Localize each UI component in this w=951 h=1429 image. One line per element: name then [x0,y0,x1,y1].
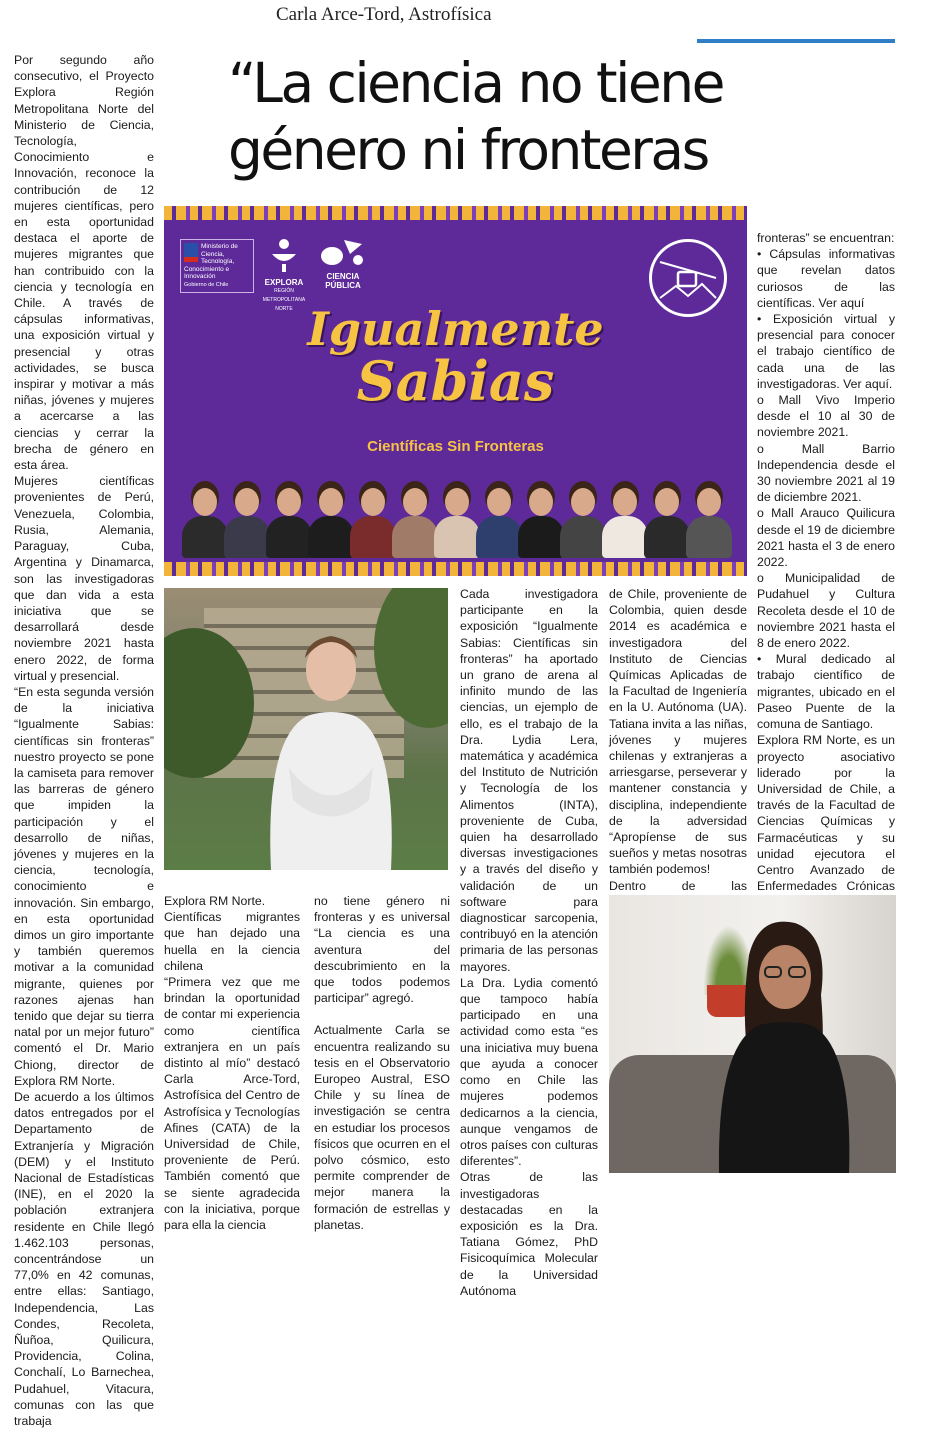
banner-pattern-bottom [164,562,747,576]
headline [228,50,868,184]
explora-logo-subtext: REGIÓN METROPOLITANA NORTE [262,288,306,312]
list-item: • Mural dedicado al trabajo científico de migrantes, ubicado en el Paseo Puente de la comuna de Santiago. [757,652,895,732]
ciencia-publica-logo [314,236,372,290]
scientist-portrait [518,484,564,558]
cable-car-icon [652,242,724,314]
paragraph: “Primera vez que me brindan la oportunidad de contar mi experiencia como científica extranjera en un país distinto al mío” destacó Carla Arce-Tord, Astrofísica del Centro de Astrofísica y Tecnologías Afines (CATA) de la Universidad de Chile, proveniente de Perú. También comentó que se siente agradecida con la iniciativa, porque para ella la ciencia [164,975,300,1233]
paragraph: Explora RM Norte, es un proyecto asociativo liderado por la Universidad de Chile, a través de la Facultad de Ciencias Químicas y Farmacéuticas y su unidad ejecutora el Centro Avanzado de Enfermedades Crónicas [757,733,895,894]
banner-title-line-1: Igualmente [307,302,604,356]
scientist-portrait [686,484,732,558]
paragraph: Mujeres científicas provenientes de Perú, Venezuela, Colombia, Rusia, Alemania, Paraguay, Cuba, Argentina y Dinamarca, son las investigadoras que dan vida a esta iniciativa que se desarrollará desde noviembre 2021 hasta enero 2022, de forma virtual y presencial. [14,474,154,683]
paragraph: fronteras” se encuentran: [757,231,895,245]
accent-rule [697,39,895,43]
paragraph: de Chile, proveniente de Colombia, quien desde 2014 es académica e investigadora del Instituto de Ciencias Químicas Aplicadas de la Facultad de Ingeniería en la U. Autónoma (UA). Tatiana invita a las niñas, jóvenes y mujeres chilenas y extranjeras a arriesgarse, perseverar y mantener constancia y disciplina, independiente de la adversidad “Apropíense de sus sueños y metas nosotras también podemos! [609,587,747,877]
paragraph: “En esta segunda versión de la iniciativa “Igualmente Sabias: científicas sin fronteras” nuestro proyecto se pone la camiseta para remover las barreras de género que impiden la participación y el desarrollo de niñas, jóvenes y mujeres en la ciencia, tecnología, conocimiento e innovación. Sin embargo, en esta oportunidad dimos un giro importante y también queremos motivar a la comunidad migrante, quienes por razones ajenas han tenido que dejar su tierra natal por un mejor futuro” comentó el Dr. Mario Chiong, director de Explora RM Norte. [14,684,154,1088]
article-column-4 [460,586,598,1299]
article-column-3 [314,893,450,1233]
banner-title-line-2: Sabias [356,349,555,413]
list-item: • Exposición virtual y presencial para conocer el trabajo científico de cada una de las investigadoras. Ver aquí. [757,312,895,391]
explora-logo [256,236,312,314]
scientist-portrait [266,484,312,558]
igualmente-sabias-banner [164,206,747,576]
scientist-portrait [644,484,690,558]
scientist-portrait [308,484,354,558]
explora-logo-text: EXPLORA [264,278,304,287]
paragraph: Cada investigadora participante en la exposición “Igualmente Sabias: Científicas sin fronteras” ha aportado un grano de arena al infinito mundo de las ciencias, un ejemplo de ello, es el trabajo de la Dra. Lydia Lera, matemática y académica del Instituto de Nutrición y Tecnología de los Alimentos (INTA), proveniente de Cuba, quien ha desarrollado diversas investigaciones y a través del diseño y validación de un software para diagnosticar sarcopenia, contribuyó en la atención primaria de las personas mayores. [460,587,598,974]
paragraph: Dentro de las [609,878,747,893]
list-subitem: o Mall Vivo Imperio desde el 10 al 30 de noviembre 2021. [757,393,895,440]
banner-pattern-top [164,206,747,220]
chile-flag-icon [184,243,198,262]
scientist-portrait [350,484,396,558]
scientist-portrait [224,484,270,558]
scientist-portrait [560,484,606,558]
headline-line-1: “La ciencia no tiene [228,51,723,115]
list-item: • Cápsulas informativas que revelan datos curiosos de las científicas. Ver aquí [757,247,895,310]
government-logo [180,239,254,293]
ciencia-publica-text: CIENCIA PÚBLICA [325,272,361,290]
scientist-portrait [392,484,438,558]
banner-title [164,302,747,413]
article-column-6 [757,230,895,911]
article-column-1 [14,52,154,1429]
photo-person-figure [259,618,399,870]
list-subitem: o Mall Arauco Quilicura desde el 19 de diciembre 2021 hasta el 3 de enero 2022. [757,506,895,570]
scientist-portraits [182,474,732,560]
scientist-portrait [434,484,480,558]
banner-subtitle: Científicas Sin Fronteras [367,438,544,455]
scientist-portrait [476,484,522,558]
paragraph: no tiene género ni fronteras y es universal “La ciencia es una aventura del descubrimiento en la que todos podemos participar” agregó. [314,894,450,1006]
headline-line-2: género ni fronteras [228,118,708,182]
scientist-portrait [602,484,648,558]
government-logo-text: Ministerio de Ciencia, Tecnología, Conocimiento e Innovación [184,243,238,280]
photo-person-figure [709,915,859,1173]
paragraph: Por segundo año consecutivo, el Proyecto Explora Región Metropolitana Norte del Ministerio de Ciencia, Tecnología, Conocimiento e Innovación, reconoce la contribución de 12 mujeres científicas, pero en esta oportunidad destaca el aporte de mujeres migrantes que han contribuido con la ciencia y tecnología en Chile. A través de cápsulas informativas, una exposición virtual y presencial y otras actividades, se busca inspirar y motivar a más niñas, jóvenes y mujeres a acercarse a las ciencias y cerrar la brecha de género en esta área. [14,53,154,473]
paragraph: Actualmente Carla se encuentra realizando su tesis en el Observatorio Europeo Austral, ESO Chile y su línea de investigación se centra en estudiar los procesos físicos que ocurren en el polvo cósmico, esto permite comprender de mejor manera la formación de estrellas y planetas. [314,1023,450,1232]
list-subitem: o Mall Barrio Independencia desde el 30 noviembre 2021 al 19 de diciembre 2021. [757,441,895,505]
paragraph: La Dra. Lydia comentó que tampoco había participado en una actividad como esta “es una iniciativa muy buena que ayuda a conocer como en Chile las mujeres podemos dedicarnos a la ciencia, aunque vengamos de otros países con culturas diferentes”. [460,975,598,1169]
photo-carla-arce-tord [164,588,448,870]
subheading: Científicas migrantes que han dejado una huella en la ciencia chilena [164,910,300,973]
article-column-2 [164,893,300,1233]
paragraph: Explora RM Norte. [164,894,266,908]
scientist-portrait [182,484,228,558]
explora-flask-icon [264,236,304,276]
photo-tatiana-gomez [609,895,896,1173]
government-logo-footer: Gobierno de Chile [184,281,229,288]
ciencia-publica-icon [318,236,368,270]
kicker-byline: Carla Arce-Tord, Astrofísica [276,4,492,25]
list-subitem: o Municipalidad de Pudahuel y Cultura Recoleta desde el 10 de noviembre 2021 hasta el 8 de enero 2022. [757,571,895,651]
paragraph: Otras de las investigadoras destacadas en la exposición es la Dra. Tatiana Gómez, PhD Fisicoquímica Molecular de la Universidad Autónoma [460,1170,598,1298]
paragraph: De acuerdo a los últimos datos entregados por el Departamento de Extranjería y Migración (DEM) y el Instituto Nacional de Estadísticas (INE), en el 2020 la población extranjera residente en Chile llegó 1.462.103 personas, concentrándose un 77,0% en 42 comunas, entre ellas: Santiago, Independencia, Las Condes, Recoleta, Ñuñoa, Quilicura, Providencia, Colina, Conchalí, Lo Barnechea, Pudahuel, Vitacura, comunas con las que trabaja [14,1090,154,1429]
